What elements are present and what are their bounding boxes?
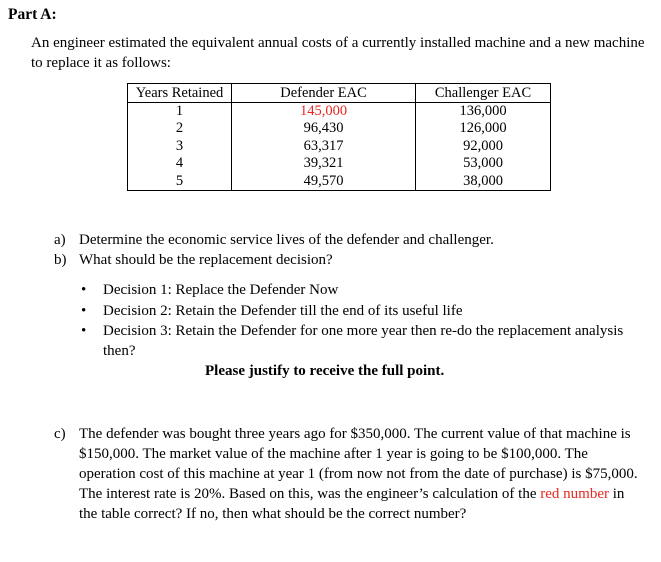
table-cell-defender-red: 145,000 [232, 103, 416, 121]
question-c [54, 424, 654, 524]
table-cell-year: 2 [128, 120, 232, 137]
intro-paragraph: An engineer estimated the equivalent annual costs of a currently installed machine and a new machine to replace it as follows: [31, 35, 645, 71]
bullet-dot-icon: • [81, 282, 87, 298]
bullet-dot-icon: • [81, 323, 87, 339]
table-cell-defender: 96,430 [232, 120, 416, 137]
table-row [128, 173, 551, 191]
list-item [81, 302, 641, 322]
justify-note: Please justify to receive the full point. [205, 363, 445, 379]
decision-text: Decision 2: Retain the Defender till the end of its useful life [103, 302, 463, 319]
eac-table [127, 83, 551, 191]
header-challenger-eac: Challenger EAC [416, 84, 551, 103]
table-cell-year: 5 [128, 173, 232, 191]
question-letter: b) [54, 251, 67, 268]
red-number-highlight: red number [540, 486, 609, 502]
question-text: Determine the economic service lives of the defender and challenger. [79, 232, 494, 248]
table-cell-year: 1 [128, 103, 232, 121]
table-row [128, 103, 551, 121]
bullet-dot-icon: • [81, 302, 87, 319]
table-cell-defender: 39,321 [232, 155, 416, 172]
question-list [54, 231, 654, 270]
decision-bullet-list [81, 281, 641, 362]
header-defender-eac: Defender EAC [232, 84, 416, 103]
decision-text: Decision 3: Retain the Defender for one more year then re-do the replacement analysis then? [103, 323, 624, 359]
list-item [81, 281, 641, 301]
table-cell-challenger: 136,000 [416, 103, 551, 121]
decision-text: Decision 1: Replace the Defender Now [103, 282, 339, 298]
table-cell-challenger: 53,000 [416, 155, 551, 172]
list-item [81, 322, 641, 361]
question-text: The defender was bought three years ago for $350,000. The current value of that machine is $150,000. The market value of the machine after 1 year is going to be $100,000. The operation cost of this machine at year 1 (from now not from the date of purchase) is $75,000. The interest rate is 20%. Based on this, was the engineer’s calculation of the red number in the table correct? If no, then what should be the correct number? [79, 426, 638, 522]
table-row [128, 138, 551, 155]
table-cell-defender: 49,570 [232, 173, 416, 191]
table-cell-challenger: 38,000 [416, 173, 551, 191]
question-b [54, 251, 654, 271]
header-years-retained: Years Retained [128, 84, 232, 103]
table-cell-challenger: 92,000 [416, 138, 551, 155]
table-cell-year: 4 [128, 155, 232, 172]
table-row [128, 155, 551, 172]
question-letter: c) [54, 426, 66, 442]
table-row [128, 120, 551, 137]
table-cell-challenger: 126,000 [416, 120, 551, 137]
question-text: What should be the replacement decision? [79, 251, 333, 268]
table-cell-defender: 63,317 [232, 138, 416, 155]
question-a [54, 231, 654, 251]
question-letter: a) [54, 232, 66, 248]
table-cell-year: 3 [128, 138, 232, 155]
part-heading: Part A: [8, 6, 57, 23]
table-header-row [128, 84, 551, 103]
